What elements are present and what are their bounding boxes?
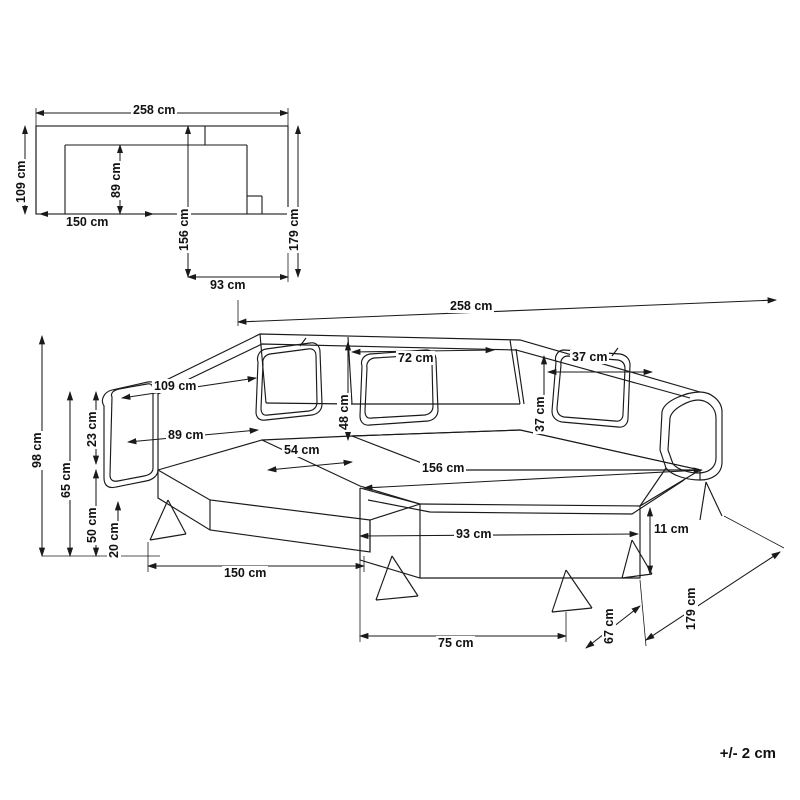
- dim-label-11: 11 cm: [654, 522, 689, 536]
- dim-label-50: 50 cm: [85, 507, 99, 543]
- dim-label-258: 258 cm: [450, 299, 493, 313]
- dim-label-72: 72 cm: [398, 351, 434, 365]
- dim-label-75: 75 cm: [438, 636, 474, 650]
- top-view-outline: [36, 126, 288, 214]
- dim-label-top-179: 179 cm: [287, 208, 301, 251]
- dim-label-67: 67 cm: [602, 608, 616, 644]
- dim-label-37-side: 37 cm: [533, 396, 547, 432]
- dim-label-48: 48 cm: [337, 394, 351, 430]
- dim-label-89: 89 cm: [168, 428, 204, 442]
- dim-label-150: 150 cm: [224, 566, 267, 580]
- dim-label-top-109: 109 cm: [14, 160, 28, 203]
- dim-label-top-258: 258 cm: [133, 103, 176, 117]
- dim-label-37-top: 37 cm: [572, 350, 608, 364]
- dim-label-top-150: 150 cm: [66, 215, 109, 229]
- dim-label-20: 20 cm: [107, 522, 121, 558]
- dim-label-top-93: 93 cm: [210, 278, 246, 292]
- dim-label-98: 98 cm: [30, 432, 44, 468]
- top-view-dimension-lines: [25, 108, 298, 282]
- dim-label-top-156: 156 cm: [177, 208, 191, 251]
- dim-label-23: 23 cm: [85, 411, 99, 447]
- dim-label-65: 65 cm: [59, 462, 73, 498]
- dim-label-156: 156 cm: [422, 461, 465, 475]
- dim-label-54: 54 cm: [284, 443, 320, 457]
- dim-label-93: 93 cm: [456, 527, 492, 541]
- sofa-body-outline: [102, 334, 722, 612]
- dim-label-109: 109 cm: [154, 379, 197, 393]
- dim-label-179: 179 cm: [684, 587, 698, 630]
- dim-label-top-89: 89 cm: [109, 162, 123, 198]
- tolerance-note: +/- 2 cm: [719, 745, 776, 762]
